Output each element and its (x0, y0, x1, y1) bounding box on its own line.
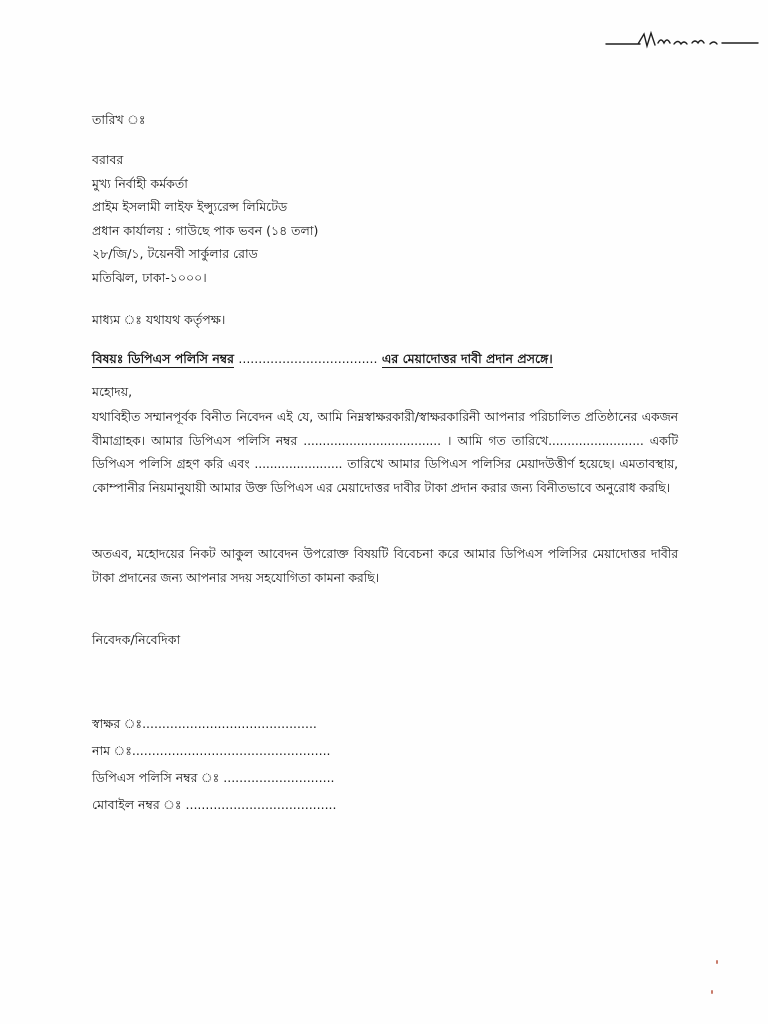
subject-line (92, 347, 553, 371)
date-label: তারিখ ঃ (92, 112, 146, 127)
name-field: নাম ঃ.................................................. (92, 743, 331, 758)
subject-blank: ................................... (238, 351, 378, 366)
applicant-fields (92, 710, 337, 818)
scan-speck (716, 960, 718, 964)
recipient-to: বরাবর (92, 152, 124, 167)
recipient-street: ২৮/জি/১, টয়েনবী সার্কুলার রোড (92, 246, 258, 262)
handwritten-signature (600, 24, 760, 54)
recipient-company: প্রাইম ইসলামী লাইফ ইন্স্যুরেন্স লিমিটেড (92, 199, 288, 215)
salutation: মহোদয়, (92, 384, 133, 399)
subject-prefix: বিষয়ঃ ডিপিএস পলিসি নম্বর (92, 351, 235, 366)
policy-number-field: ডিপিএস পলিসি নম্বর ঃ ............................ (92, 770, 335, 785)
recipient-designation: মুখ্য নির্বাহী কর্মকর্তা (92, 175, 188, 191)
scan-speck (711, 990, 713, 994)
via-line: মাধ্যম ঃ যথাযথ কর্তৃপক্ষ। (92, 312, 226, 327)
applicant-label: নিবেদক/নিবেদিকা (92, 632, 181, 647)
recipient-office: প্রধান কার্যালয় : গাউছে পাক ভবন (১৪ তলা) (92, 222, 319, 238)
body-paragraph-2: অতএব, মহোদয়ের নিকট আকুল আবেদন উপরোক্ত বিষয়টি বিবেচনা করে আমার ডিপিএস পলিসির মেয়াদোত্তর দাবীর টাকা প্রদানের জন্য আপনার সদয় সহযোগিতা কামনা করছি। (92, 546, 678, 585)
mobile-number-field: মোবাইল নম্বর ঃ ...................................... (92, 797, 337, 812)
subject-suffix: এর মেয়াদোত্তর দাবী প্রদান প্রসঙ্গে। (381, 351, 553, 366)
signature-field: স্বাক্ষর ঃ............................................ (92, 716, 317, 731)
recipient-city: মতিঝিল, ঢাকা-১০০০। (92, 269, 207, 285)
body-paragraph-1: যথাবিহীত সম্মানপূর্বক বিনীত নিবেদন এই যে, আমি নিম্নস্বাক্ষরকারী/স্বাক্ষরকারিনী আপনার পরিচালিত প্রতিষ্ঠানের একজন বীমাগ্রাহক। আমার ডিপিএস পলিসি নম্বর .................................... । আমি গত তারিখে......................... একটি ডিপিএস পলিসি গ্রহণ করি এবং ....................... তারিখে আমার ডিপিএস পলিসির মেয়াদউত্তীর্ণ হয়েছে। এমতাবস্থায়, কোম্পানীর নিয়মানুযায়ী আমার উক্ত ডিপিএস এর মেয়াদোত্তর দাবীর টাকা প্রদান করার জন্য বিনীতভাবে অনুরোধ করছি। (92, 409, 678, 495)
recipient-address (92, 148, 318, 290)
